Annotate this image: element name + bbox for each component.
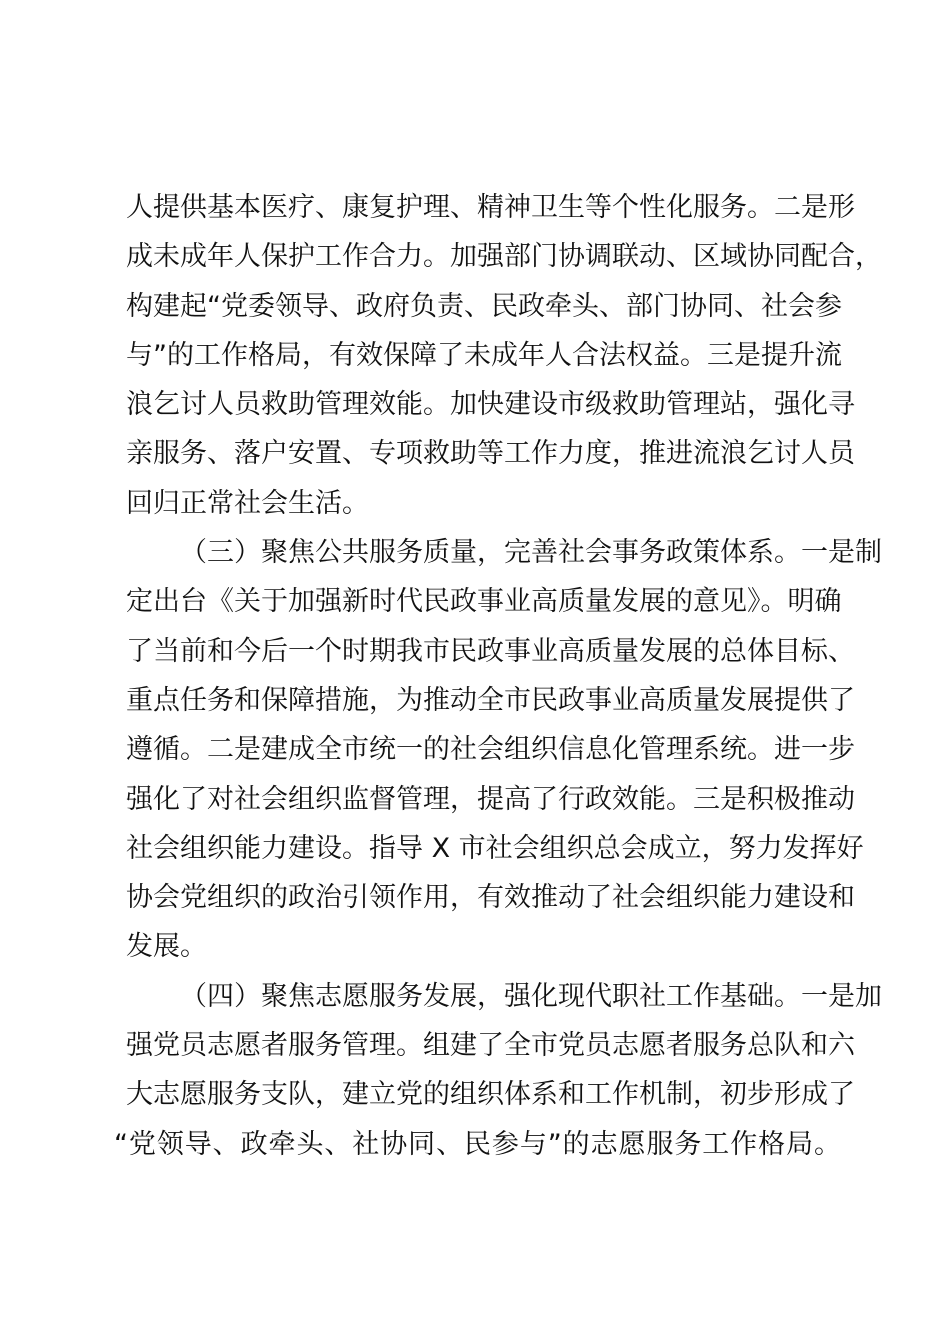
text-line: 回归正常社会生活。 (126, 487, 369, 519)
text-line: 社会组织能力建设。指导 X 市社会组织总会成立，努力发挥好 (126, 832, 864, 864)
text-line: 浪乞讨人员救助管理效能。加快建设市级救助管理站，强化寻 (126, 389, 855, 421)
text-line: 强党员志愿者服务管理。组建了全市党员志愿者服务总队和六 (126, 1030, 855, 1062)
text-line: 与”的工作格局，有效保障了未成年人合法权益。三是提升流 (126, 339, 842, 371)
text-line: 发展。 (126, 931, 207, 963)
text-line: 定出台《关于加强新时代民政事业高质量发展的意见》。明确 (126, 586, 842, 618)
text-line: 重点任务和保障措施，为推动全市民政事业高质量发展提供了 (126, 684, 855, 716)
text-line: “党领导、政牵头、社协同、民参与”的志愿服务工作格局。 (114, 1128, 841, 1160)
text-line: 亲服务、落户安置、专项救助等工作力度，推进流浪乞讨人员 (126, 438, 855, 470)
text-line: 了当前和今后一个时期我市民政事业高质量发展的总体目标、 (126, 635, 855, 667)
text-line: 强化了对社会组织监督管理，提高了行政效能。三是积极推动 (126, 783, 855, 815)
text-line: 大志愿服务支队，建立党的组织体系和工作机制，初步形成了 (126, 1079, 855, 1111)
text-line: 遵循。二是建成全市统一的社会组织信息化管理系统。进一步 (126, 734, 855, 766)
section-heading-line: （四）聚焦志愿服务发展，强化现代职社工作基础。一是加 (180, 980, 882, 1012)
section-four-paragraph (114, 972, 882, 1169)
section-three-paragraph (126, 528, 882, 972)
section-heading-line: （三）聚焦公共服务质量，完善社会事务政策体系。一是制 (180, 537, 882, 569)
document-body (114, 183, 882, 1169)
text-line: 人提供基本医疗、康复护理、精神卫生等个性化服务。二是形 (126, 192, 855, 223)
text-line: 协会党组织的政治引领作用，有效推动了社会组织能力建设和 (126, 882, 855, 914)
text-line: 成未成年人保护工作合力。加强部门协调联动、区域协同配合， (126, 241, 882, 273)
text-line: 构建起“党委领导、政府负责、民政牵头、部门协同、社会参 (126, 290, 842, 322)
paragraph-continuation (126, 183, 882, 528)
